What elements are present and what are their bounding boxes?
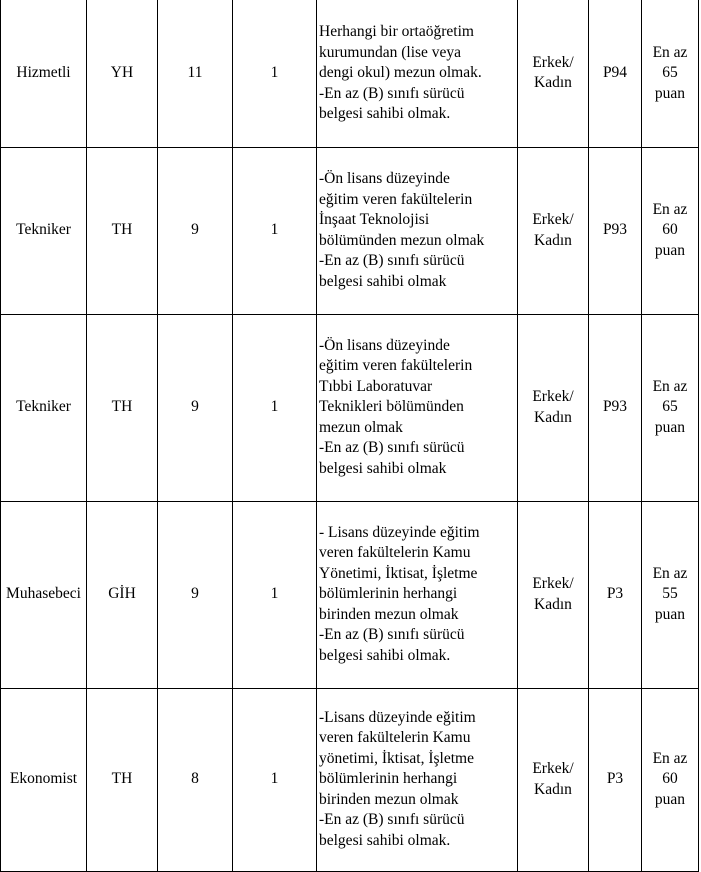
min-score-cell	[642, 688, 699, 871]
gender-line: Kadın	[534, 408, 572, 426]
description-line: -En az (B) sınıfı sürücü	[319, 252, 465, 269]
description-line: eğitim veren fakültelerin	[319, 190, 473, 208]
description-line: -En az (B) sınıfı sürücü	[319, 84, 465, 102]
gender-line: Kadın	[534, 231, 572, 249]
kpss-score-type: P93	[602, 398, 628, 416]
grade-value: 9	[191, 585, 199, 603]
position-count: 1	[270, 585, 279, 603]
description-cell	[317, 314, 518, 501]
description-cell	[317, 147, 518, 314]
description-line: İnşaat Teknolojisi	[319, 211, 430, 228]
description-line: Tıbbi Laboratuvar	[319, 377, 433, 395]
description-line: belgesi sahibi olmak.	[319, 646, 451, 664]
min-score-cell	[642, 0, 699, 147]
description-line: belgesi sahibi olmak.	[319, 831, 451, 849]
kpss-score-type: P93	[602, 221, 628, 239]
description-line: eğitim veren fakültelerin	[319, 357, 473, 375]
kpss-score-type: P3	[606, 585, 624, 603]
gender-line: Erkek/	[532, 388, 574, 405]
description-line: yönetimi, İktisat, İşletme	[319, 749, 474, 767]
gender-line: Erkek/	[532, 211, 574, 228]
description-line: Teknikleri bölümünden	[319, 398, 464, 416]
min-score-line: puan	[654, 605, 686, 623]
description-line: Herhangi bir ortaöğretim	[319, 23, 474, 40]
class-code: GİH	[108, 585, 136, 603]
position-count: 1	[270, 221, 279, 239]
table-row	[1, 314, 699, 501]
position-count: 1	[270, 64, 279, 81]
gender-line: Kadın	[534, 74, 572, 92]
class-cell	[87, 147, 158, 314]
count-cell	[233, 314, 317, 501]
description-line: - Lisans düzeyinde eğitim	[319, 523, 480, 541]
grade-cell	[158, 147, 233, 314]
min-score-line: En az	[652, 200, 688, 218]
position-title-cell	[1, 688, 87, 871]
class-cell	[87, 0, 158, 147]
kpss-score-type: P3	[606, 770, 624, 788]
kpss-score-type: P94	[602, 64, 628, 81]
table-row	[1, 501, 699, 688]
grade-cell	[158, 688, 233, 871]
min-score-line: 60	[662, 221, 678, 239]
grade-value: 11	[187, 64, 203, 81]
count-cell	[233, 501, 317, 688]
count-cell	[233, 147, 317, 314]
min-score-line: En az	[652, 564, 688, 582]
description-line: veren fakültelerin Kamu	[319, 729, 471, 747]
position-title-cell	[1, 0, 87, 147]
description-line: -Ön lisans düzeyinde	[319, 336, 450, 354]
count-cell	[233, 0, 317, 147]
grade-cell	[158, 0, 233, 147]
position-title-cell	[1, 501, 87, 688]
gender-line: Erkek/	[532, 760, 574, 777]
position-count: 1	[270, 398, 279, 416]
table-row	[1, 688, 699, 871]
min-score-line: En az	[652, 749, 688, 767]
class-code: TH	[111, 398, 133, 416]
class-code: YH	[110, 64, 134, 81]
grade-value: 8	[191, 770, 199, 788]
min-score-cell	[642, 147, 699, 314]
description-line: belgesi sahibi olmak	[319, 272, 447, 290]
description-line: veren fakültelerin Kamu	[319, 544, 471, 562]
description-line: belgesi sahibi olmak.	[319, 105, 451, 122]
description-line: -En az (B) sınıfı sürücü	[319, 811, 465, 829]
description-line: mezun olmak	[319, 418, 403, 436]
min-score-line: 55	[662, 585, 678, 603]
min-score-line: puan	[654, 84, 686, 102]
position-title: Hizmetli	[16, 64, 71, 81]
grade-cell	[158, 501, 233, 688]
min-score-line: 65	[662, 398, 678, 416]
table-row	[1, 147, 699, 314]
min-score-cell	[642, 501, 699, 688]
gender-cell	[518, 147, 589, 314]
min-score-line: En az	[652, 377, 688, 395]
class-cell	[87, 688, 158, 871]
grade-cell	[158, 314, 233, 501]
min-score-line: En az	[652, 43, 688, 61]
description-line: -En az (B) sınıfı sürücü	[319, 439, 465, 457]
description-line: bölümlerinin herhangi	[319, 770, 458, 788]
gender-cell	[518, 314, 589, 501]
description-line: bölümünden mezun olmak	[319, 231, 485, 249]
gender-line: Erkek/	[532, 575, 574, 592]
position-title: Tekniker	[16, 398, 71, 416]
description-line: -Ön lisans düzeyinde	[319, 170, 450, 187]
class-code: TH	[111, 770, 133, 788]
kpss-cell	[589, 688, 642, 871]
position-title-cell	[1, 314, 87, 501]
description-line: -Lisans düzeyinde eğitim	[319, 708, 476, 726]
table-row	[1, 0, 699, 147]
min-score-line: puan	[654, 241, 686, 259]
min-score-line: puan	[654, 790, 686, 808]
description-cell	[317, 688, 518, 871]
count-cell	[233, 688, 317, 871]
description-cell	[317, 0, 518, 147]
description-line: belgesi sahibi olmak	[319, 459, 447, 477]
position-title: Tekniker	[16, 221, 71, 239]
description-line: Yönetimi, İktisat, İşletme	[319, 564, 478, 582]
gender-cell	[518, 501, 589, 688]
gender-cell	[518, 0, 589, 147]
min-score-line: 65	[662, 64, 678, 81]
description-line: dengi okul) mezun olmak.	[319, 64, 482, 81]
grade-value: 9	[191, 221, 199, 239]
description-line: bölümlerinin herhangi	[319, 585, 458, 603]
position-title: Muhasebeci	[6, 585, 81, 603]
description-cell	[317, 501, 518, 688]
position-title-cell	[1, 147, 87, 314]
position-count: 1	[270, 770, 279, 788]
class-code: TH	[111, 221, 133, 239]
grade-value: 9	[191, 398, 199, 416]
min-score-cell	[642, 314, 699, 501]
min-score-line: 60	[662, 770, 678, 788]
kpss-cell	[589, 501, 642, 688]
position-title: Ekonomist	[9, 770, 78, 788]
class-cell	[87, 501, 158, 688]
kpss-cell	[589, 314, 642, 501]
description-line: -En az (B) sınıfı sürücü	[319, 626, 465, 644]
description-line: kurumundan (lise veya	[319, 43, 462, 61]
gender-line: Kadın	[534, 780, 572, 798]
description-line: birinden mezun olmak	[319, 605, 459, 623]
class-cell	[87, 314, 158, 501]
gender-line: Kadın	[534, 595, 572, 613]
gender-line: Erkek/	[532, 53, 574, 71]
kpss-cell	[589, 0, 642, 147]
min-score-line: puan	[654, 418, 686, 436]
kpss-cell	[589, 147, 642, 314]
description-line: birinden mezun olmak	[319, 790, 459, 808]
gender-cell	[518, 688, 589, 871]
